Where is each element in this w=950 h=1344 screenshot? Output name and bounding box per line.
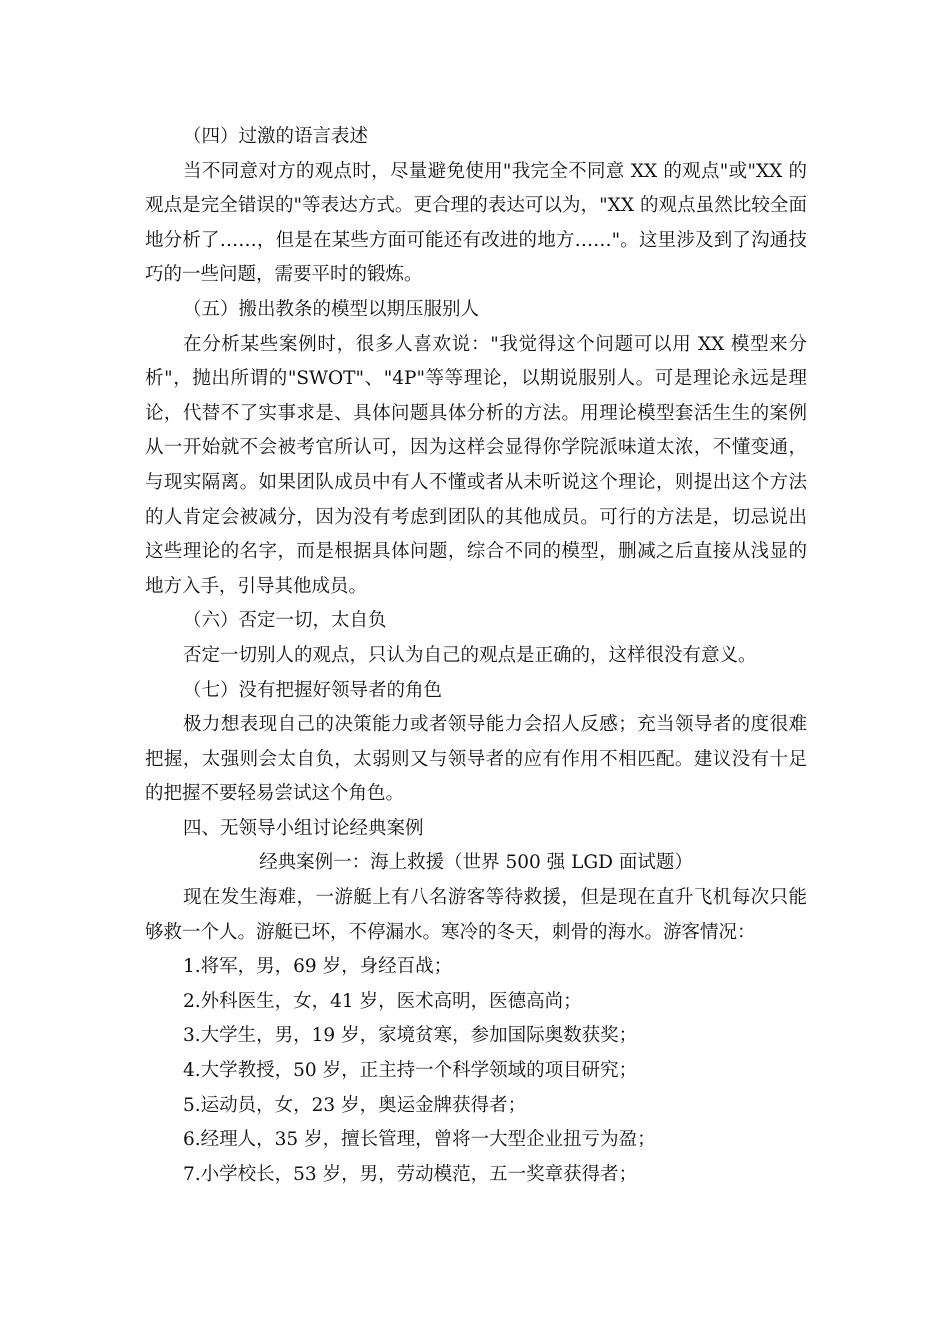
section-heading-4: （四）过激的语言表述 xyxy=(183,126,369,147)
list-item: 6.经理人，35 岁，擅长管理，曾将一大型企业扭亏为盈； xyxy=(183,1129,656,1151)
chapter-heading: 四、无领导小组讨论经典案例 xyxy=(183,817,424,839)
list-item: 3.大学生，男，19 岁，家境贫寒，参加国际奥数获奖； xyxy=(183,1025,638,1047)
list-item: 2.外科医生，女，41 岁，医术高明，医德高尚； xyxy=(183,990,582,1012)
body-paragraph: 极力想表现自己的决策能力或者领导能力会招人反感；充当领导者的度很难把握，太强则会太自负，太弱则又与领导者的应有作用不相匹配。建议没有十足的把握不要轻易尝试这个角色。 xyxy=(145,714,807,805)
body-paragraph: 现在发生海难，一游艇上有八名游客等待救援，但是现在直升飞机每次只能够救一个人。游艇已坏，不停漏水。寒冷的冬天，刺骨的海水。游客情况： xyxy=(145,887,807,943)
list-item: 5.运动员，女，23 岁，奥运金牌获得者； xyxy=(183,1094,527,1116)
body-paragraph: 在分析某些案例时，很多人喜欢说："我觉得这个问题可以用 XX 模型来分析"，抛出所谓的"SWOT"、"4P"等等理论，以期说服别人。可是理论永远是理论，代替不了实事求是、具体问题具体分析的方法。用理论模型套活生生的案例从一开始就不会被考官所认可，因为这样会显得你学院派味道太浓，不懂变通，与现实隔离。如果团队成员中有人不懂或者从未听说这个理论，则提出这个方法的人肯定会被减分，因为没有考虑到团队的其他成员。可行的方法是，切忌说出这些理论的名字，而是根据具体问题，综合不同的模型，删减之后直接从浅显的地方入手，引导其他成员。 xyxy=(145,333,807,597)
document-body xyxy=(145,120,807,1192)
list-item: 4.大学教授，50 岁，正主持一个科学领域的项目研究； xyxy=(183,1060,638,1082)
case-title: 经典案例一：海上救援（世界 500 强 LGD 面试题） xyxy=(259,852,693,874)
list-item: 1.将军，男，69 岁，身经百战； xyxy=(183,956,453,978)
section-heading-6: （六）否定一切，太自负 xyxy=(183,610,387,632)
body-paragraph: 当不同意对方的观点时，尽量避免使用"我完全不同意 XX 的观点"或"XX 的观点是完全错误的"等表达方式。更合理的表达可以为，"XX 的观点虽然比较全面地分析了……，但是在某些方面可能还有改进的地方……"。这里涉及到了沟通技巧的一些问题，需要平时的锻炼。 xyxy=(145,160,807,286)
section-heading-7: （七）没有把握好领导者的角色 xyxy=(183,679,443,701)
body-paragraph: 否定一切别人的观点，只认为自己的观点是正确的，这样很没有意义。 xyxy=(183,644,757,666)
section-heading-5: （五）搬出教条的模型以期压服别人 xyxy=(183,298,480,320)
list-item: 7.小学校长，53 岁，男，劳动模范，五一奖章获得者； xyxy=(183,1163,638,1185)
